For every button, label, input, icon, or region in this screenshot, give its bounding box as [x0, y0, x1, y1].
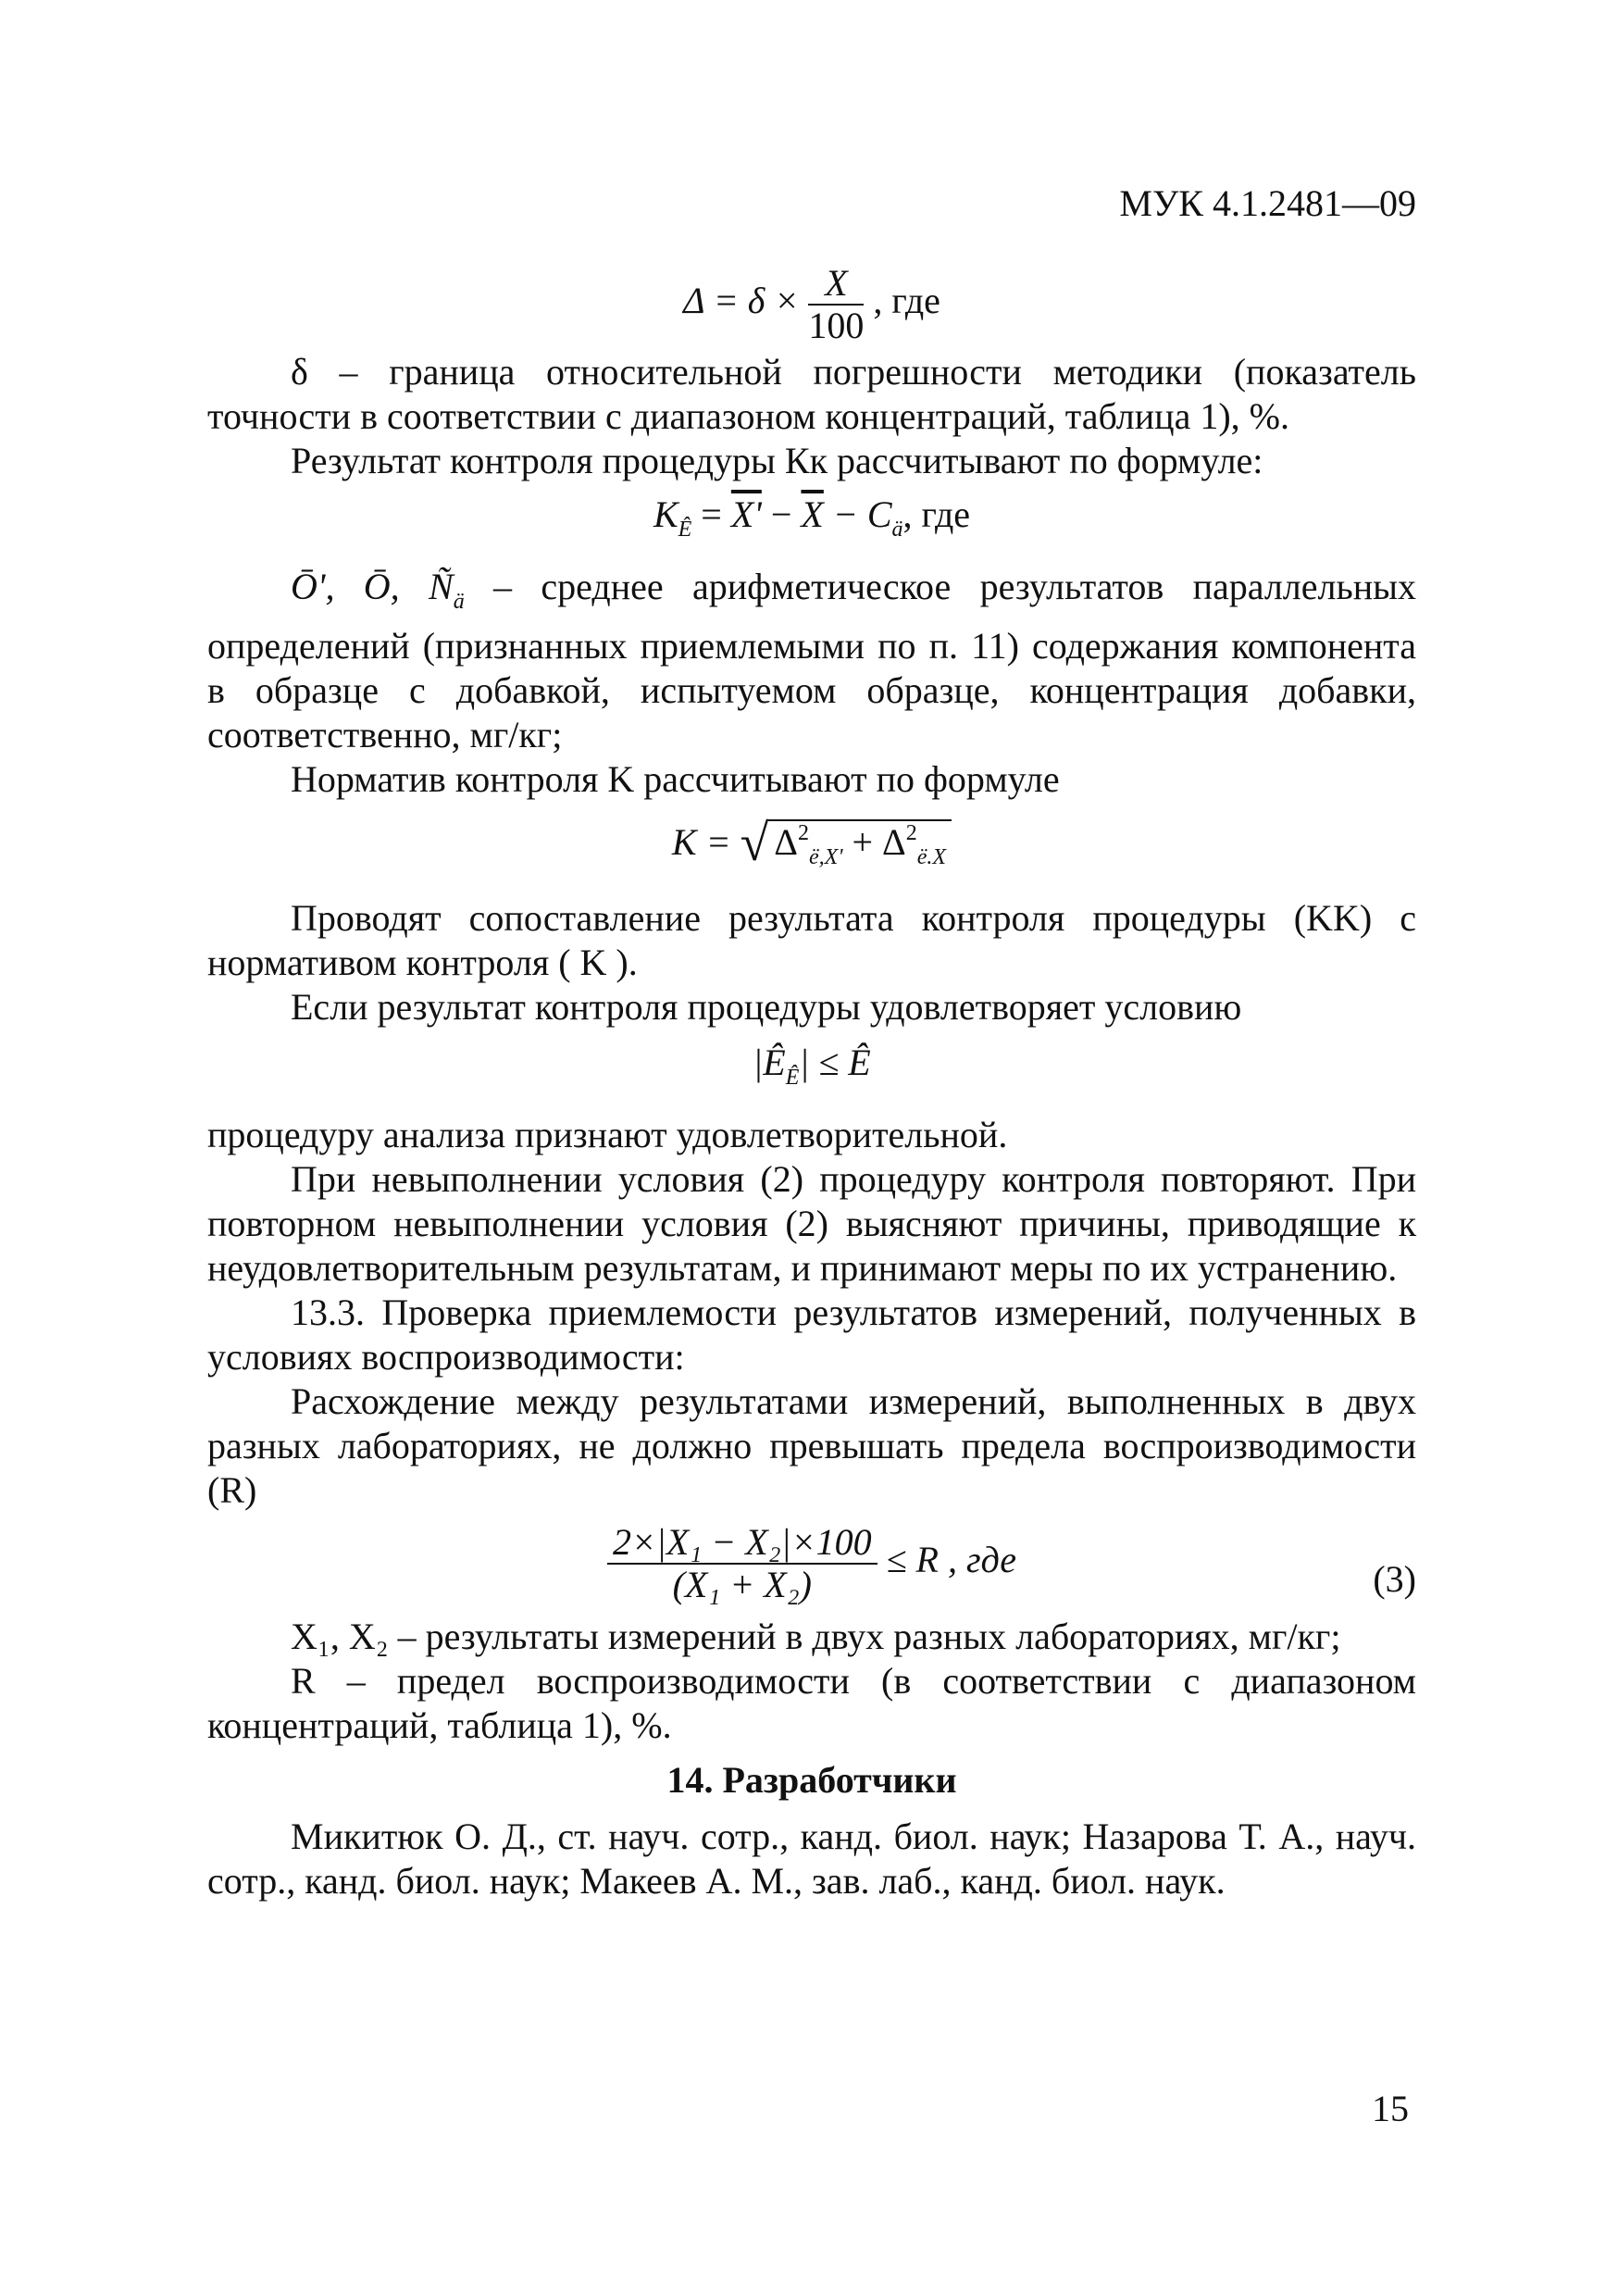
term1-delta: Δ — [774, 821, 799, 863]
plus-sign: + — [852, 821, 874, 863]
formula-condition — [207, 1041, 1416, 1100]
paragraph-mean-definition — [207, 565, 1416, 757]
sqrt-sign: √ — [740, 815, 769, 872]
paragraph-13-3: 13.3. Проверка приемлемости результатов измерений, полученных в условиях воспроизводимости: — [207, 1292, 1416, 1378]
formula-kk-k: K — [653, 493, 678, 535]
sqrt-body — [768, 819, 952, 869]
term1-sup: 2 — [798, 821, 810, 845]
mean-definition-text: – среднее арифметическое результатов параллельных определений (признанных приемлемыми по п. 11) содержания компонента в образце с добавкой, испытуемом образце, концентрация добавки, соответственно, мг/кг; — [207, 566, 1417, 755]
term1-sub: ë,X' — [809, 845, 843, 869]
formula-k-norm — [207, 811, 1416, 880]
page-number: 15 — [1372, 2088, 1409, 2129]
condition-lhs-sub: Ê — [785, 1066, 800, 1090]
paragraph-r-definition: R – предел воспроизводимости (в соответствии с диапазоном концентраций, таблица 1), %. — [207, 1660, 1416, 1746]
formula-delta-denominator: 100 — [808, 305, 865, 346]
paragraph-developers: Микитюк О. Д., ст. науч. сотр., канд. биол. наук; Назарова Т. А., науч. сотр., канд. биол. наук; Макеев А. М., зав. лаб., канд. биол. наук. — [207, 1816, 1416, 1902]
term2-sub: ë.X — [916, 845, 947, 869]
page-body — [207, 262, 1417, 1903]
formula-kk — [207, 493, 1416, 552]
formula-delta — [207, 263, 1416, 346]
term2-delta: Δ — [882, 821, 906, 863]
formula-kk-x2: $\overline{X}$ — [801, 493, 824, 535]
paragraph-repeat: При невыполнении условия (2) процедуру контроля повторяют. При повторном невыполнении условия (2) выясняют причины, приводящие к неудовлетворительным результатам, и принимают меры по их устранению. — [207, 1158, 1416, 1289]
formula-3-denominator: (X₁ + X₂) — [672, 1564, 812, 1605]
equation-number: (3) — [1373, 1558, 1416, 1600]
condition-lhs: |Ê — [753, 1042, 786, 1083]
formula-kk-c-sub: ä — [891, 518, 903, 542]
formula-kk-x1: X' — [730, 493, 762, 535]
paragraph-condition-intro: Если результат контроля процедуры удовлетворяет условию — [291, 986, 1242, 1028]
formula-kk-k-sub: Ê — [678, 518, 692, 542]
formula-delta-fraction — [808, 263, 864, 346]
formula-delta-lhs: Δ = δ × — [683, 280, 800, 322]
formula-3-tail: ≤ R , где — [886, 1539, 1017, 1581]
paragraph-x1-x2: X₁, X₂ – результаты измерений в двух разных лабораториях, мг/кг; — [291, 1616, 1341, 1657]
paragraph-delta-definition: δ – граница относительной погрешности методики (показатель точности в соответствии с диапазоном концентраций, таблица 1), %. — [207, 351, 1416, 437]
formula-3-numerator: 2×|X₁ − X₂|×100 — [607, 1522, 877, 1565]
paragraph-comparison: Проводят сопоставление результата контроля процедуры (KK) с нормативом контроля ( K ). — [207, 897, 1416, 983]
condition-rhs: | ≤ Ê — [799, 1042, 871, 1083]
formula-delta-tail: , где — [873, 280, 940, 322]
mean-symbols-sub: ä — [453, 590, 465, 614]
formula-kk-tail: , где — [902, 493, 971, 535]
formula-kk-c: − C — [832, 493, 892, 535]
formula-kk-eq: = — [701, 493, 722, 535]
formula-3-fraction — [607, 1522, 877, 1605]
term2-sup: 2 — [905, 821, 917, 845]
paragraph-satisfactory: процедуру анализа признают удовлетворительной. — [207, 1114, 1008, 1155]
formula-delta-numerator: X — [808, 263, 864, 306]
section-heading: 14. Разработчики — [666, 1759, 957, 1801]
formula-k-lhs: K = — [671, 821, 731, 863]
paragraph-discrepancy: Расхождение между результатами измерений, выполненных в двух разных лабораториях, не должно превышать предела воспроизводимости (R) — [207, 1380, 1416, 1511]
formula-kk-minus: − — [770, 493, 792, 535]
document-code: МУК 4.1.2481—09 — [1119, 182, 1416, 224]
paragraph-control-procedure: Результат контроля процедуры Кк рассчитывают по формуле: — [291, 440, 1263, 481]
paragraph-norm-formula: Норматив контроля K рассчитывают по формуле — [291, 758, 1060, 800]
formula-reproducibility — [207, 1522, 1416, 1605]
mean-symbols: Ō', Ō, Ñ — [291, 566, 454, 607]
